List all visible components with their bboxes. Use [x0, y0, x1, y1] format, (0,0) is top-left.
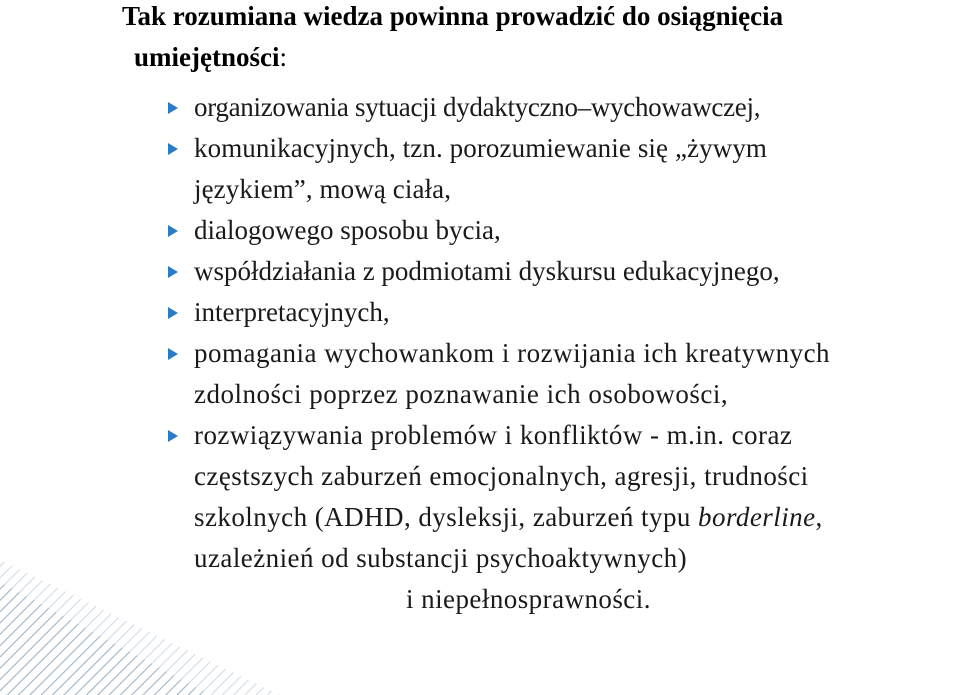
list-item-text-punctuation: , — [815, 502, 823, 532]
list-item-text: współdziałania z podmiotami dyskursu edukacyjnego, — [194, 256, 780, 286]
triangle-bullet-icon — [168, 348, 178, 360]
list-item-rozwiazywania — [194, 415, 954, 620]
slide-title — [122, 0, 942, 78]
triangle-bullet-icon — [168, 266, 178, 278]
triangle-bullet-icon — [168, 102, 178, 114]
list-item-dialogowego — [194, 210, 954, 251]
list-item-text-continued: i niepełnosprawności. — [406, 584, 651, 614]
list-item-text-segment: szkolnych (ADHD, dysleksji, zaburzeń typu — [194, 502, 699, 532]
list-item-text-continued: częstszych zaburzeń emocjonalnych, agresji, trudności — [194, 461, 809, 491]
list-item-text: interpretacyjnych, — [194, 297, 390, 327]
list-item-text-continued: uzależnień od substancji psychoaktywnych) — [194, 543, 688, 573]
list-item-text-continued — [194, 497, 954, 538]
triangle-bullet-icon — [168, 430, 178, 442]
list-item-pomagania — [194, 333, 954, 415]
list-item-interpretacyjnych — [194, 292, 954, 333]
list-item-text-continued: zdolności poprzez poznawanie ich osobowości, — [194, 379, 729, 409]
title-line-2-text: umiejętności — [134, 42, 280, 72]
list-item-text: rozwiązywania problemów i konfliktów - m.in. coraz — [194, 420, 793, 450]
skills-list — [194, 87, 954, 620]
triangle-bullet-icon — [168, 225, 178, 237]
italic-term: borderline — [698, 502, 816, 532]
list-item-komunikacyjnych — [194, 128, 954, 210]
list-item-organizowania — [194, 87, 954, 128]
list-item-text: dialogowego sposobu bycia, — [194, 215, 501, 245]
title-line-1: Tak rozumiana wiedza powinna prowadzić do osiągnięcia — [122, 1, 784, 31]
list-item-text: pomagania wychowankom i rozwijania ich kreatywnych — [194, 338, 831, 368]
triangle-bullet-icon — [168, 143, 178, 155]
triangle-bullet-icon — [168, 307, 178, 319]
list-item-text: komunikacyjnych, tzn. porozumiewanie się „żywym — [194, 133, 768, 163]
title-colon: : — [279, 42, 287, 72]
list-item-text: organizowania sytuacji dydaktyczno–wychowawczej, — [194, 92, 761, 122]
list-item-wspoldzialania — [194, 251, 954, 292]
list-item-text-continued: językiem”, mową ciała, — [194, 174, 452, 204]
title-line-2 — [122, 37, 942, 78]
